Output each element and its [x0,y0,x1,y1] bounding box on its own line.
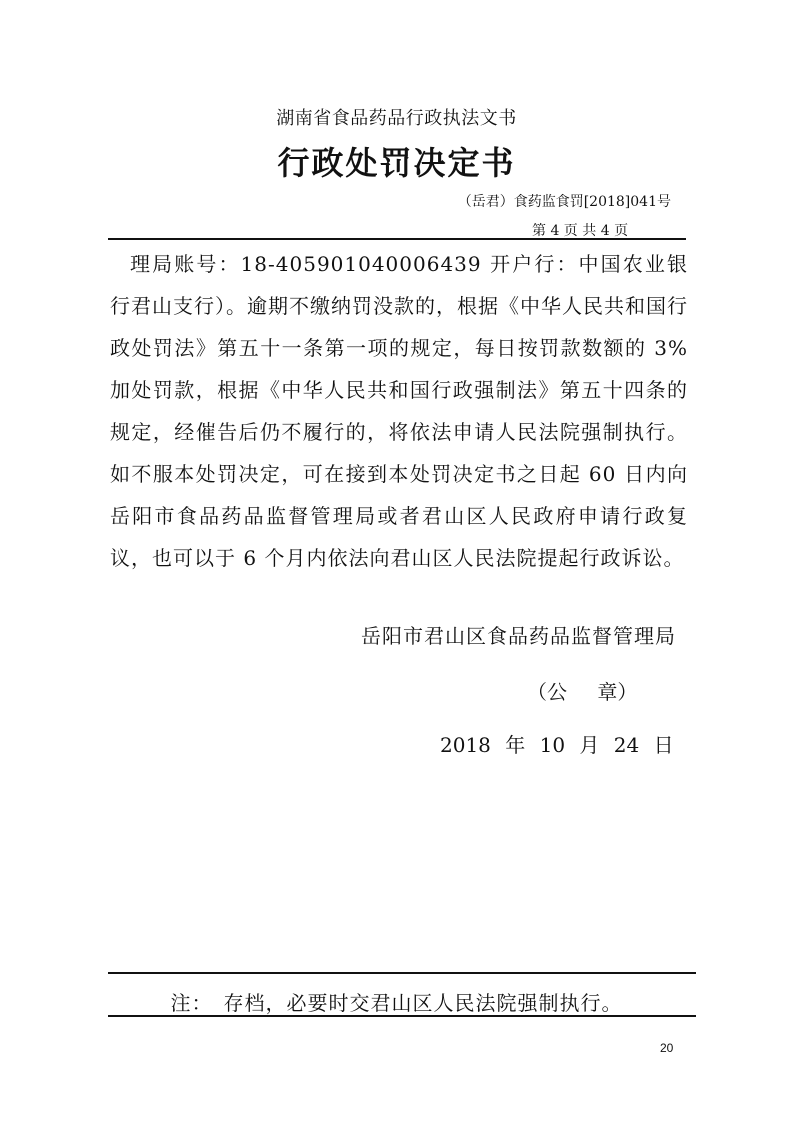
page-number: 20 [660,1041,674,1055]
page-indicator: 第 4 页 共 4 页 [532,223,629,239]
official-seal-placeholder: （公 章） [527,680,638,704]
document-number: （岳君）食药监食罚[2018]041号 [457,194,671,210]
header-divider [108,238,686,240]
issue-date: 2018 年 10 月 24 日 [440,733,674,757]
footer-note: 注： 存档，必要时交君山区人民法院强制执行。 [170,991,623,1015]
footer-divider-bottom [108,1015,696,1017]
footer-divider-top [108,972,696,974]
body-paragraph: 理局账号：18-405901040006439 开户行：中国农业银行君山支行）。逾期不缴纳罚没款的，根据《中华人民共和国行政处罚法》第五十一条第一项的规定，每日按罚款数额的 3%加处罚款，根据《中华人民共和国行政强制法》第五十四条的规定，经催告后仍不履行的，将依法申请人民法院强制执行。如不服本处罚决定，可在接到本处罚决定书之日起 60 日内向岳阳市食品药品监督管理局或者君山区人民政府申请行政复议，也可以于 6 个月内依法向君山区人民法院提起行政诉讼。 [110,252,688,570]
issuing-authority: 岳阳市君山区食品药品监督管理局 [361,624,676,648]
authority-line: 湖南省食品药品行政执法文书 [276,108,517,129]
document-title: 行政处罚决定书 [277,144,516,182]
